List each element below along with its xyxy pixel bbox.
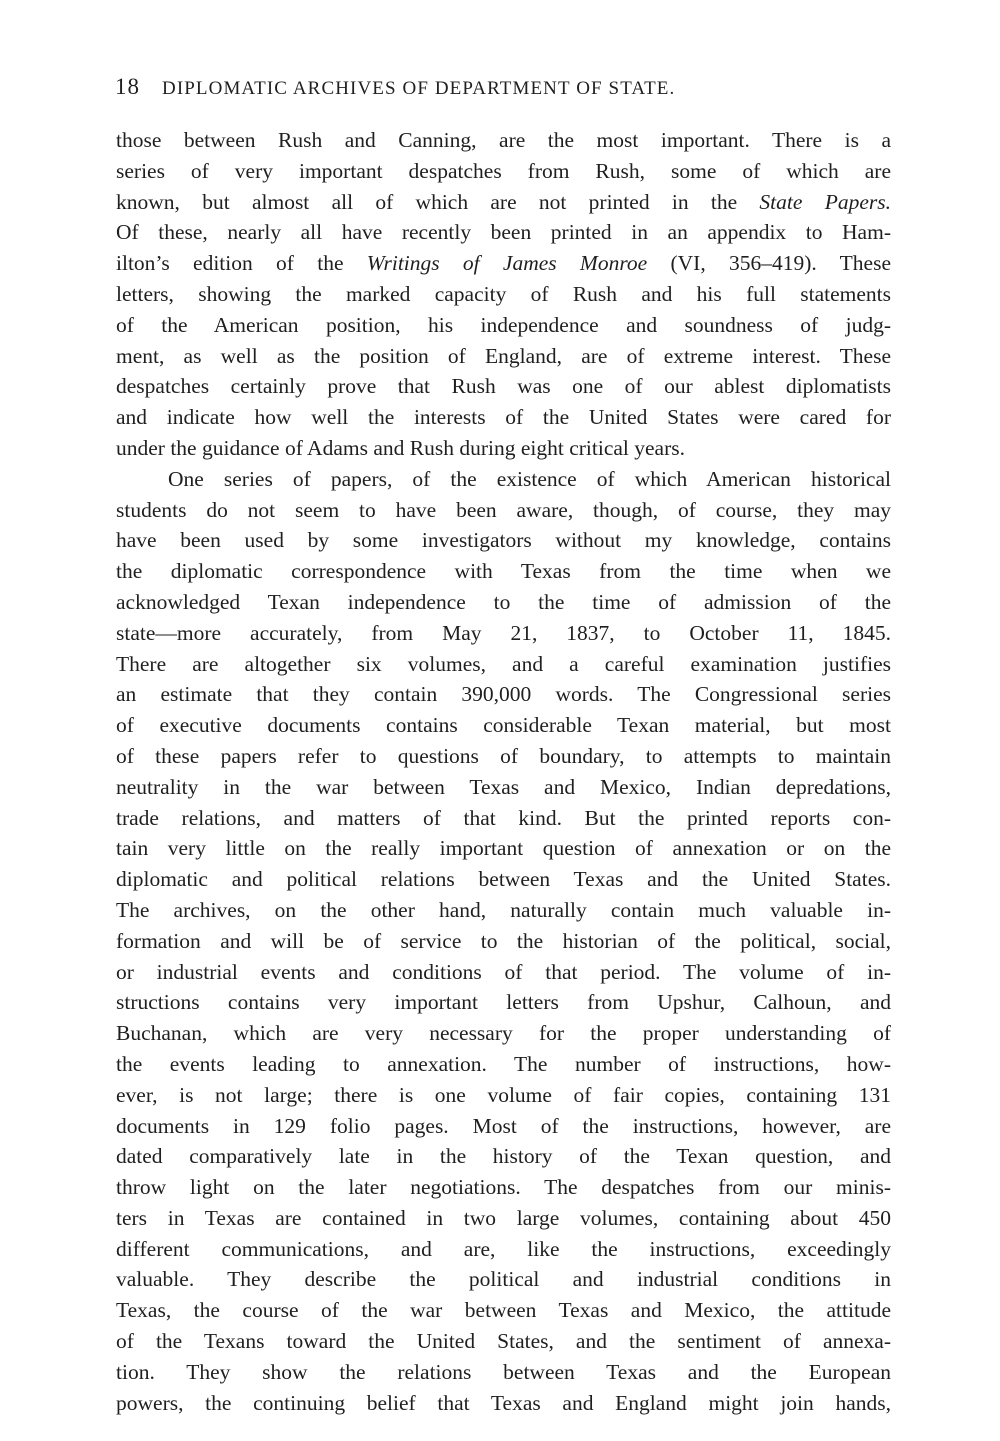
italic-title: Writings of James Monroe: [366, 251, 648, 276]
running-title: DIPLOMATIC ARCHIVES OF DEPARTMENT OF STATE.: [162, 78, 676, 99]
text-line: [116, 1357, 891, 1388]
text-line: [116, 1018, 891, 1049]
text-run: different communications, and are, like the instructions, exceedingly: [116, 1236, 891, 1261]
text-run: One series of papers, of the existence of which American historical: [168, 466, 891, 491]
text-line: [116, 1049, 891, 1080]
text-line: [116, 402, 891, 433]
text-run: diplomatic and political relations between Texas and the United States.: [116, 867, 891, 892]
text-run: valuable. They describe the political and industrial conditions in: [116, 1267, 891, 1292]
text-run: tion. They show the relations between Texas and the European: [116, 1359, 891, 1384]
text-run: series of very important despatches from Rush, some of which are: [116, 158, 891, 183]
text-line: [116, 279, 891, 310]
text-run: (VI, 356–419). These: [647, 251, 891, 276]
text-run: of the American position, his independence and soundness of judg-: [116, 312, 891, 337]
text-run: ilton’s edition of the: [116, 251, 367, 276]
page-number: 18: [115, 74, 140, 99]
text-line: [116, 1264, 891, 1295]
text-run: formation and will be of service to the historian of the political, social,: [116, 928, 891, 953]
text-line: [116, 525, 891, 556]
text-run: the diplomatic correspondence with Texas from the time when we: [116, 559, 891, 584]
text-line: [116, 217, 891, 248]
text-line: [116, 926, 891, 957]
text-run: an estimate that they contain 390,000 words. The Congressional series: [116, 682, 891, 707]
text-run: Texas, the course of the war between Texas and Mexico, the attitude: [116, 1298, 891, 1323]
text-line: [116, 371, 891, 402]
text-line: [116, 587, 891, 618]
text-run: There are altogether six volumes, and a careful examination justifies: [116, 651, 891, 676]
text-run: The archives, on the other hand, naturally contain much valuable in-: [116, 897, 891, 922]
text-run: letters, showing the marked capacity of Rush and his full statements: [116, 281, 891, 306]
text-run: despatches certainly prove that Rush was one of our ablest diplomatists: [116, 374, 891, 399]
text-run: Buchanan, which are very necessary for the proper understanding of: [116, 1021, 891, 1046]
running-head: [115, 74, 895, 106]
text-line: [116, 248, 891, 279]
text-run: documents in 129 folio pages. Most of the instructions, however, are: [116, 1113, 891, 1138]
text-line: [116, 1326, 891, 1357]
text-line: [116, 1234, 891, 1265]
text-line: [116, 710, 891, 741]
text-line: [116, 803, 891, 834]
text-run: powers, the continuing belief that Texas and England might join hands,: [116, 1390, 891, 1415]
text-run: and indicate how well the interests of the United States were cared for: [116, 405, 891, 430]
text-line: [116, 679, 891, 710]
body-text: [116, 125, 891, 1418]
text-line: [116, 772, 891, 803]
text-run: under the guidance of Adams and Rush during eight critical years.: [116, 435, 685, 460]
text-run: ters in Texas are contained in two large volumes, containing about 450: [116, 1205, 891, 1230]
text-run: state—more accurately, from May 21, 1837, to October 11, 1845.: [116, 620, 891, 645]
text-run: those between Rush and Canning, are the most important. There is a: [116, 128, 891, 152]
text-line: [116, 1295, 891, 1326]
text-run: Of these, nearly all have recently been printed in an appendix to Ham-: [116, 220, 891, 245]
italic-title: State Papers.: [759, 189, 891, 214]
text-line: [116, 987, 891, 1018]
text-line: [116, 495, 891, 526]
text-run: acknowledged Texan independence to the time of admission of the: [116, 589, 891, 614]
text-line: [116, 556, 891, 587]
text-run: or industrial events and conditions of that period. The volume of in-: [116, 959, 891, 984]
text-run: have been used by some investigators without my knowledge, contains: [116, 528, 891, 553]
text-line: [116, 187, 891, 218]
text-run: tain very little on the really important question of annexation or on the: [116, 836, 891, 861]
text-run: dated comparatively late in the history of the Texan question, and: [116, 1144, 891, 1169]
text-line: [116, 618, 891, 649]
text-line: [116, 895, 891, 926]
text-line: [116, 310, 891, 341]
text-line: [116, 1141, 891, 1172]
text-line: [116, 864, 891, 895]
text-run: throw light on the later negotiations. The despatches from our minis-: [116, 1175, 891, 1200]
text-run: of these papers refer to questions of boundary, to attempts to maintain: [116, 743, 891, 768]
text-line: [116, 464, 891, 495]
text-run: neutrality in the war between Texas and Mexico, Indian depredations,: [116, 774, 891, 799]
text-line: [116, 957, 891, 988]
text-run: students do not seem to have been aware, though, of course, they may: [116, 497, 891, 522]
text-line: [116, 433, 891, 464]
text-line: [116, 741, 891, 772]
text-run: trade relations, and matters of that kind. But the printed reports con-: [116, 805, 891, 830]
text-run: ment, as well as the position of England, are of extreme interest. These: [116, 343, 891, 368]
text-run: ever, is not large; there is one volume of fair copies, containing 131: [116, 1082, 891, 1107]
text-line: [116, 1203, 891, 1234]
text-line: [116, 1080, 891, 1111]
text-line: [116, 341, 891, 372]
text-run: known, but almost all of which are not printed in the: [116, 189, 760, 214]
text-line: [116, 1111, 891, 1142]
text-run: of the Texans toward the United States, and the sentiment of annexa-: [116, 1329, 891, 1354]
text-line: [116, 1388, 891, 1419]
text-line: [116, 125, 891, 156]
text-line: [116, 1172, 891, 1203]
text-line: [116, 156, 891, 187]
text-run: of executive documents contains considerable Texan material, but most: [116, 713, 891, 738]
text-line: [116, 649, 891, 680]
text-run: the events leading to annexation. The number of instructions, how-: [116, 1051, 891, 1076]
text-run: structions contains very important letters from Upshur, Calhoun, and: [116, 990, 891, 1015]
text-line: [116, 833, 891, 864]
